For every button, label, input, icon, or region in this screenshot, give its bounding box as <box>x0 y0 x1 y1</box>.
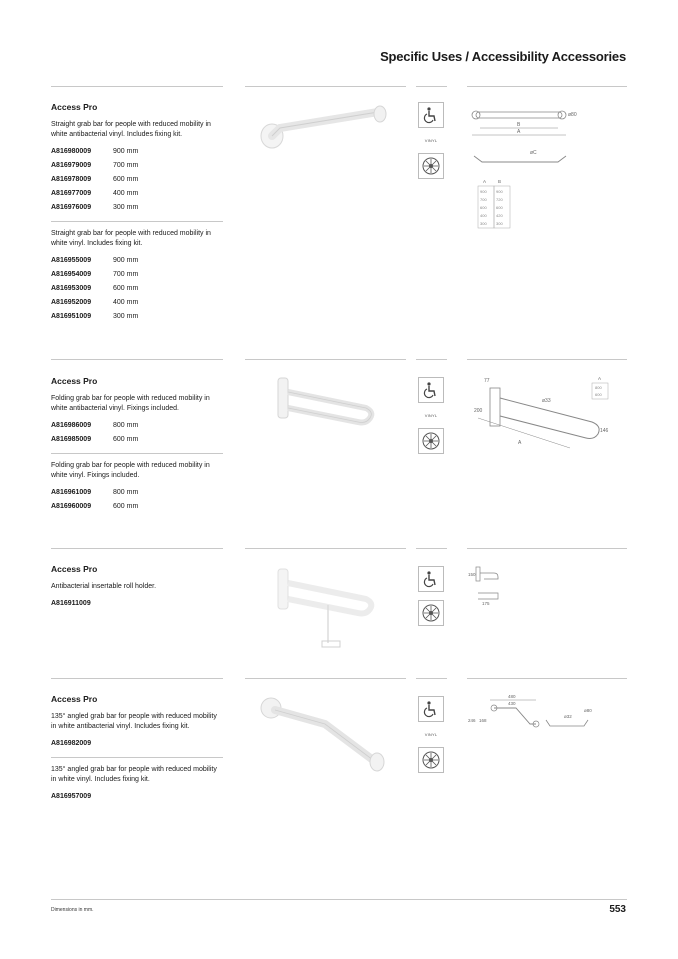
section-rule <box>416 359 447 360</box>
antibacterial-icon <box>418 600 444 626</box>
product-description: Straight grab bar for people with reduced mobility in white antibacterial vinyl. Includes fixing kit. <box>51 121 211 138</box>
svg-text:420: 420 <box>496 213 503 218</box>
section-rule <box>467 548 627 549</box>
dimension-label: ø33 <box>542 398 551 404</box>
product-description: Folding grab bar for people with reduced mobility in white vinyl. Fixings included. <box>51 462 210 479</box>
product-size: 300 mm <box>113 313 139 320</box>
svg-text:300: 300 <box>480 221 487 226</box>
section-rule <box>245 548 406 549</box>
code-list <box>51 254 223 324</box>
table-header: A <box>598 376 602 381</box>
product-size: 600 mm <box>113 436 139 443</box>
straight-grab-bar-image <box>250 100 400 160</box>
product-code: A816951009 <box>51 313 92 320</box>
svg-text:900: 900 <box>496 189 503 194</box>
list-item <box>51 433 223 447</box>
list-item <box>51 737 223 751</box>
product-size: 800 mm <box>113 489 139 496</box>
divider <box>51 757 223 758</box>
product-block-roll-holder <box>51 564 223 611</box>
vinyl-label: VINYL <box>424 732 438 737</box>
list-item <box>51 296 223 310</box>
product-code: A816986009 <box>51 422 92 429</box>
folding-grab-bar-image <box>270 372 380 447</box>
product-block-straight <box>51 102 223 328</box>
product-size: 400 mm <box>113 299 139 306</box>
list-item <box>51 254 223 268</box>
product-description: Antibacterial insertable roll holder. <box>51 583 157 590</box>
section-rule <box>416 86 447 87</box>
antibacterial-icon <box>418 428 444 454</box>
product-code: A816955009 <box>51 257 92 264</box>
section-rule <box>416 548 447 549</box>
antibacterial-icon <box>418 153 444 179</box>
section-rule <box>51 86 223 87</box>
svg-text:720: 720 <box>496 197 503 202</box>
svg-text:800: 800 <box>595 385 602 390</box>
product-code: A816982009 <box>51 740 92 747</box>
product-code: A816978009 <box>51 176 92 183</box>
icon-column <box>417 377 445 462</box>
dimension-label: ø80 <box>568 112 577 118</box>
section-rule <box>467 678 627 679</box>
product-code: A816976009 <box>51 204 92 211</box>
wheelchair-icon <box>418 566 444 592</box>
dimension-label: 246 <box>468 718 476 723</box>
dimension-label: A <box>517 129 521 135</box>
product-code: A816953009 <box>51 285 92 292</box>
page-title: Specific Uses / Accessibility Accessories <box>380 49 626 64</box>
table-header: A <box>483 179 487 184</box>
section-rule <box>245 678 406 679</box>
section-rule <box>467 86 627 87</box>
product-description: Straight grab bar for people with reduced mobility in white vinyl. Includes fixing kit. <box>51 230 211 247</box>
product-heading: Access Pro <box>51 694 98 704</box>
wheelchair-icon <box>418 102 444 128</box>
dimension-label: 150 <box>468 572 476 577</box>
product-code: A816957009 <box>51 793 92 800</box>
product-heading: Access Pro <box>51 376 98 386</box>
dimension-label: 175 <box>482 601 490 606</box>
section-rule <box>51 359 223 360</box>
product-block-angled <box>51 694 223 804</box>
product-code: A816961009 <box>51 489 92 496</box>
section-rule <box>467 359 627 360</box>
code-list <box>51 145 223 215</box>
product-size: 800 mm <box>113 422 139 429</box>
dimension-label: A <box>518 440 522 446</box>
section-rule <box>245 86 406 87</box>
wheelchair-icon <box>418 696 444 722</box>
code-list <box>51 486 223 514</box>
svg-text:600: 600 <box>496 205 503 210</box>
page-number: 553 <box>609 904 626 915</box>
list-item <box>51 597 223 611</box>
product-heading: Access Pro <box>51 564 98 574</box>
list-item <box>51 268 223 282</box>
product-code: A816954009 <box>51 271 92 278</box>
svg-text:600: 600 <box>480 205 487 210</box>
svg-text:300: 300 <box>496 221 503 226</box>
product-code: A816952009 <box>51 299 92 306</box>
section-rule <box>245 359 406 360</box>
product-size: 600 mm <box>113 176 139 183</box>
dimension-label: ø32 <box>564 714 572 719</box>
product-code: A816977009 <box>51 190 92 197</box>
vinyl-label: VINYL <box>424 413 438 418</box>
dimension-label: 200 <box>474 408 483 414</box>
list-item <box>51 500 223 514</box>
code-list <box>51 419 223 447</box>
product-code: A816911009 <box>51 600 91 607</box>
table-header: B <box>498 179 502 184</box>
list-item <box>51 173 223 187</box>
icon-column <box>417 102 445 187</box>
list-item <box>51 310 223 324</box>
product-size: 600 mm <box>113 503 139 510</box>
dimension-label: 480 <box>508 694 516 699</box>
divider <box>51 221 223 222</box>
angled-grab-bar-image <box>255 694 395 784</box>
product-description: 135° angled grab bar for people with reduced mobility in white antibacterial vinyl. Includes fixing kit. <box>51 713 217 730</box>
section-rule <box>416 678 447 679</box>
vinyl-label: VINYL <box>424 138 438 143</box>
section-rule <box>51 548 223 549</box>
product-description: Folding grab bar for people with reduced mobility in white antibacterial vinyl. Fixings included. <box>51 395 210 412</box>
list-item <box>51 145 223 159</box>
list-item <box>51 419 223 433</box>
product-code: A816960009 <box>51 503 92 510</box>
svg-text:900: 900 <box>480 189 487 194</box>
list-item <box>51 187 223 201</box>
icon-column <box>417 696 445 781</box>
angled-bar-drawing <box>466 690 606 740</box>
dimension-label: øC <box>530 150 537 156</box>
svg-text:700: 700 <box>480 197 487 202</box>
dimension-label: 430 <box>508 701 516 706</box>
roll-holder-image <box>270 565 380 660</box>
dimension-label: ø80 <box>584 708 592 713</box>
icon-column <box>417 566 445 634</box>
product-size: 600 mm <box>113 285 139 292</box>
folding-bar-drawing <box>470 374 620 464</box>
divider <box>51 453 223 454</box>
footer-rule <box>51 899 627 900</box>
list-item <box>51 282 223 296</box>
footer-note: Dimensions in mm. <box>51 907 94 913</box>
wheelchair-icon <box>418 377 444 403</box>
svg-text:400: 400 <box>480 213 487 218</box>
dimension-label: 77 <box>484 378 490 384</box>
product-heading: Access Pro <box>51 102 98 112</box>
product-size: 700 mm <box>113 162 139 169</box>
product-code: A816985009 <box>51 436 92 443</box>
dimension-label: B <box>517 122 521 128</box>
dimension-label: 146 <box>600 428 609 434</box>
product-size: 700 mm <box>113 271 139 278</box>
product-size: 900 mm <box>113 257 139 264</box>
dimension-label: 168 <box>479 718 487 723</box>
list-item <box>51 790 223 804</box>
product-block-folding <box>51 376 223 518</box>
roll-holder-drawing <box>468 563 528 608</box>
antibacterial-icon <box>418 747 444 773</box>
straight-bar-drawing <box>470 104 580 234</box>
section-rule <box>51 678 223 679</box>
product-code: A816980009 <box>51 148 92 155</box>
product-size: 300 mm <box>113 204 139 211</box>
product-description: 135° angled grab bar for people with reduced mobility in white vinyl. Includes fixing kit. <box>51 766 217 783</box>
list-item <box>51 486 223 500</box>
product-size: 400 mm <box>113 190 139 197</box>
product-size: 900 mm <box>113 148 139 155</box>
product-code: A816979009 <box>51 162 92 169</box>
svg-text:600: 600 <box>595 392 602 397</box>
list-item <box>51 201 223 215</box>
list-item <box>51 159 223 173</box>
